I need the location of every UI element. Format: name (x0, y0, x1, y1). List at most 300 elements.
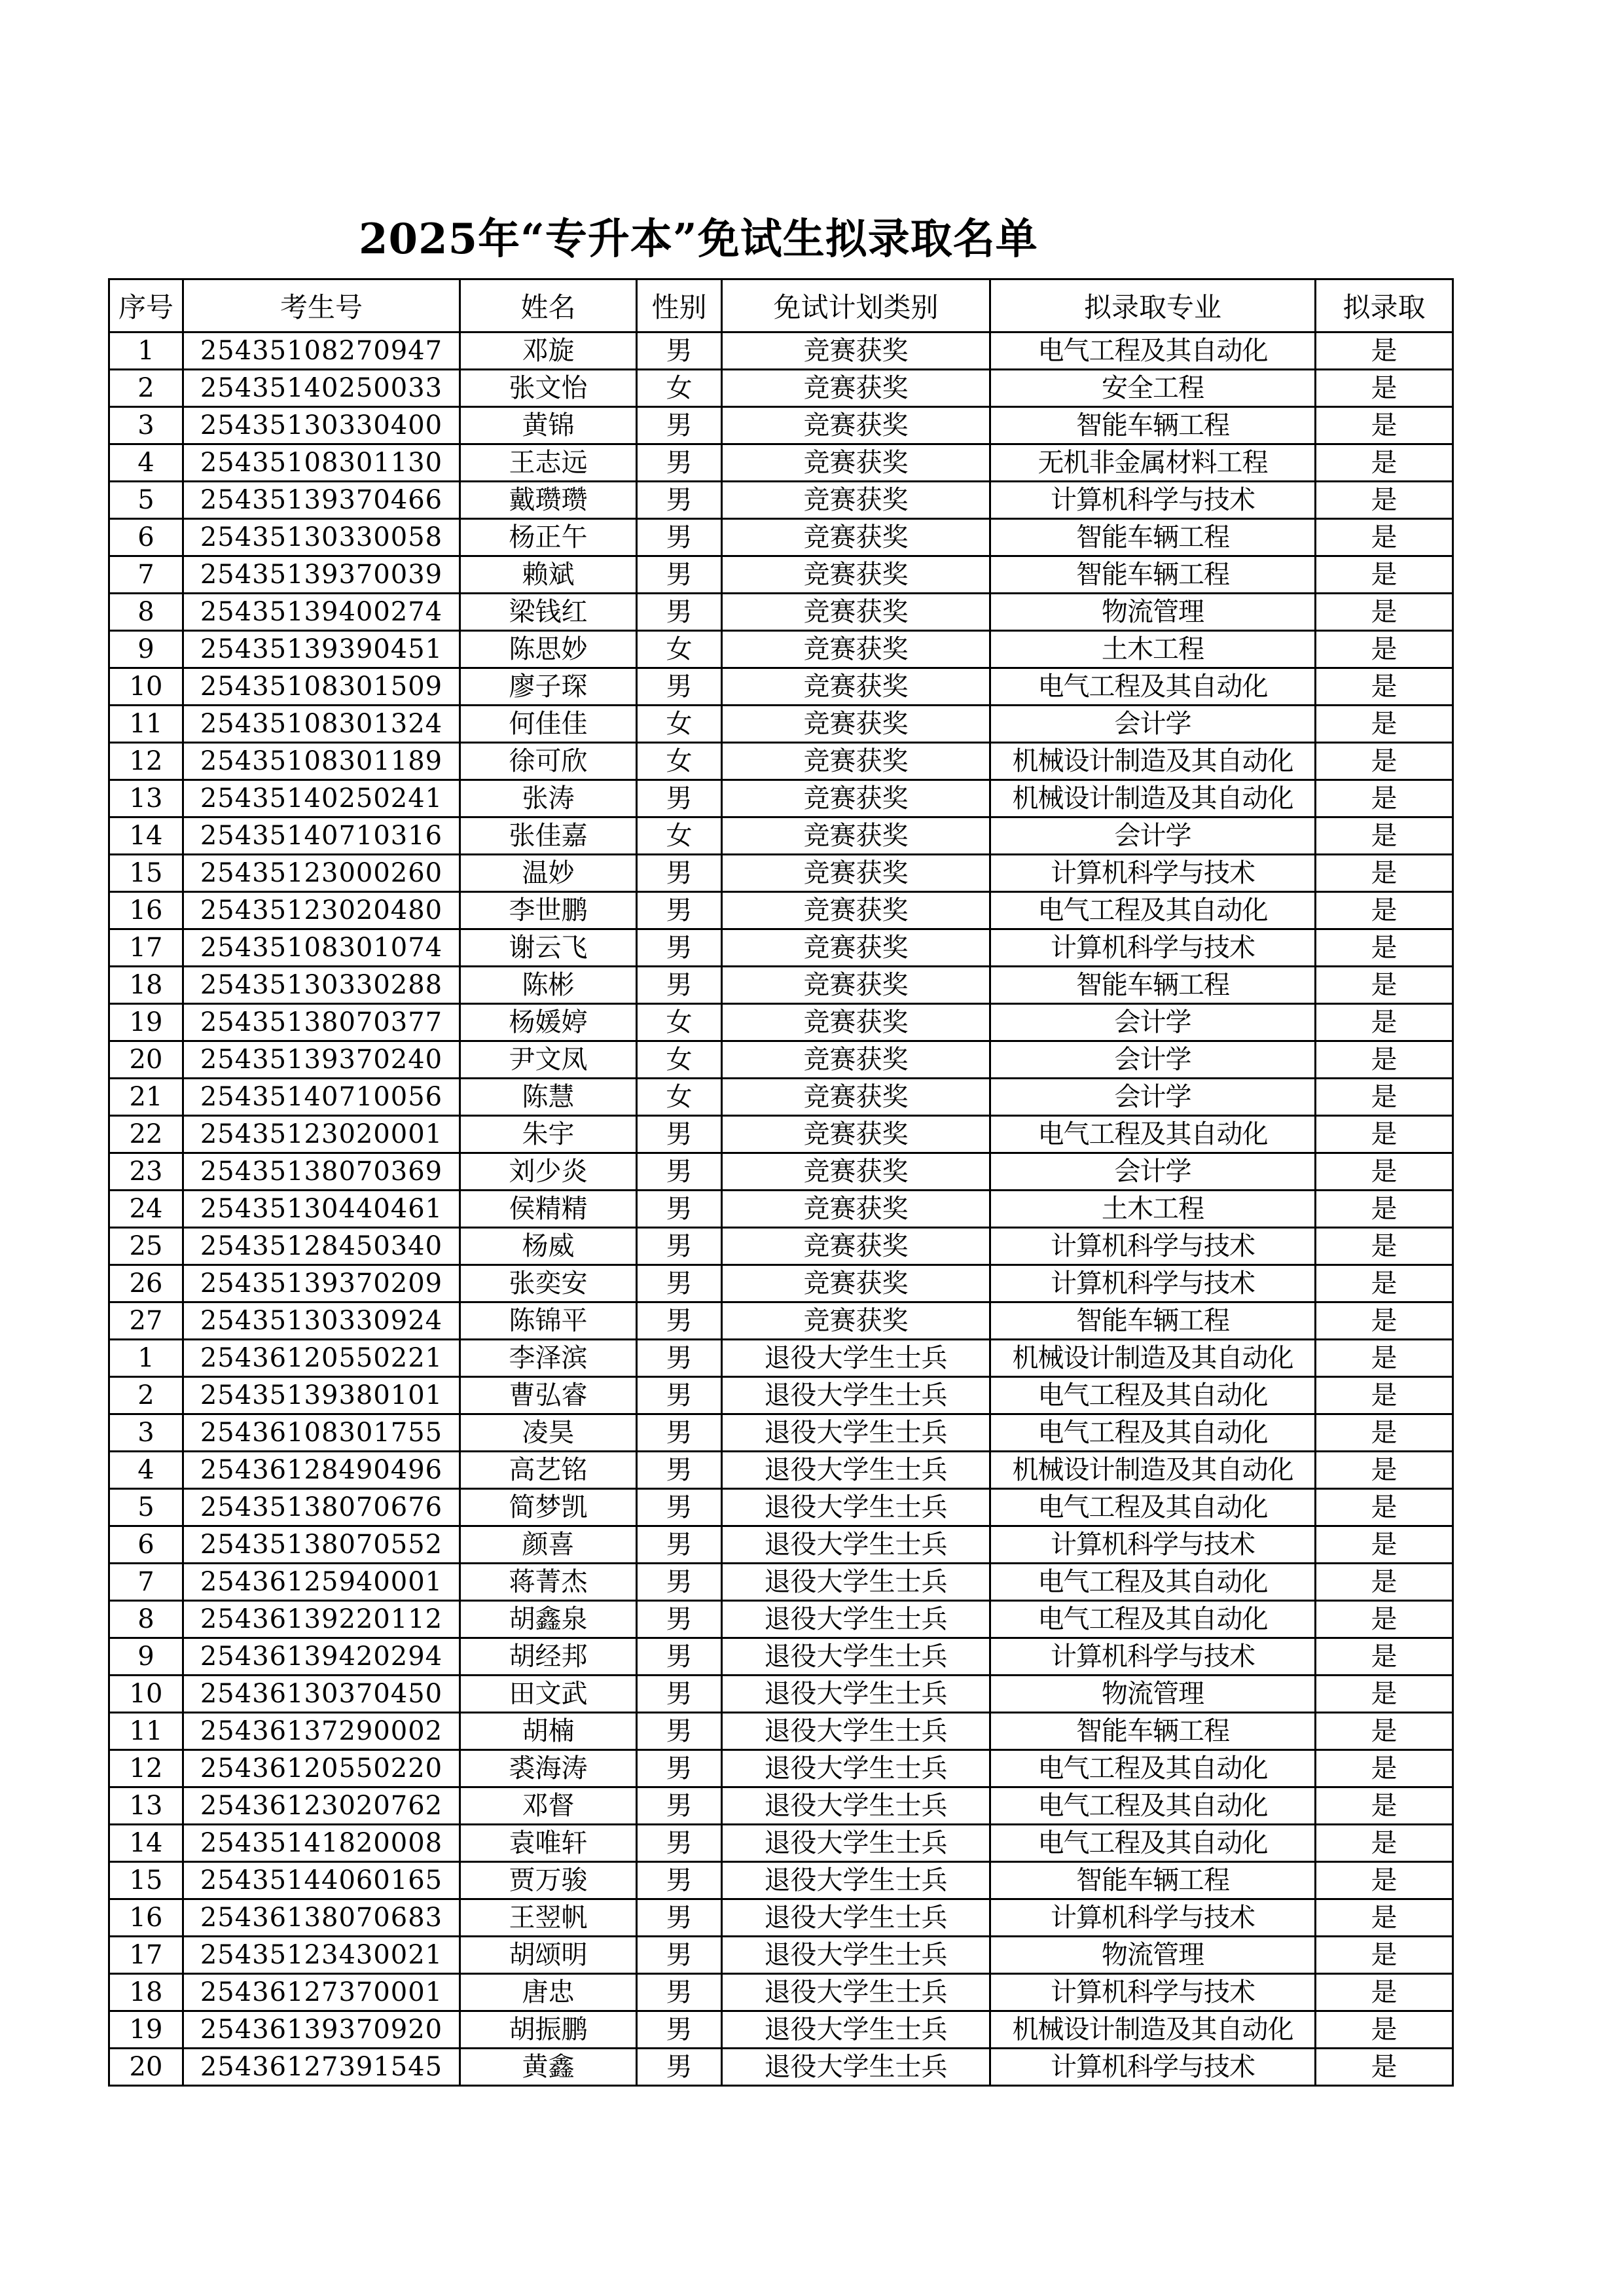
cell-major: 机械设计制造及其自动化 (990, 780, 1316, 817)
cell-seq: 16 (109, 892, 183, 929)
cell-admit: 是 (1316, 1638, 1453, 1676)
table-row (109, 1601, 1453, 1638)
cell-admit: 是 (1316, 1079, 1453, 1116)
cell-seq: 11 (109, 706, 183, 743)
cell-name: 杨正午 (460, 519, 637, 556)
cell-major: 机械设计制造及其自动化 (990, 743, 1316, 780)
cell-plan-type: 竞赛获奖 (722, 556, 990, 594)
cell-major: 电气工程及其自动化 (990, 668, 1316, 706)
cell-seq: 14 (109, 1825, 183, 1862)
cell-gender: 男 (637, 594, 722, 631)
cell-plan-type: 退役大学生士兵 (722, 1564, 990, 1601)
cell-exam-id: 25435141820008 (183, 1825, 460, 1862)
table-row (109, 1489, 1453, 1526)
cell-name: 陈彬 (460, 967, 637, 1004)
table-row (109, 1452, 1453, 1489)
cell-gender: 男 (637, 1787, 722, 1825)
cell-seq: 14 (109, 817, 183, 855)
cell-name: 王志远 (460, 444, 637, 482)
cell-seq: 17 (109, 929, 183, 967)
cell-major: 计算机科学与技术 (990, 1974, 1316, 2011)
cell-gender: 男 (637, 892, 722, 929)
cell-exam-id: 25435140710056 (183, 1079, 460, 1116)
cell-admit: 是 (1316, 668, 1453, 706)
cell-name: 朱宇 (460, 1116, 637, 1153)
table-row (109, 780, 1453, 817)
cell-exam-id: 25435108301324 (183, 706, 460, 743)
cell-gender: 男 (637, 332, 722, 370)
cell-admit: 是 (1316, 855, 1453, 892)
table-row (109, 1676, 1453, 1713)
cell-name: 高艺铭 (460, 1452, 637, 1489)
cell-gender: 女 (637, 370, 722, 407)
table-row (109, 519, 1453, 556)
cell-plan-type: 竞赛获奖 (722, 1302, 990, 1340)
cell-gender: 男 (637, 1116, 722, 1153)
cell-plan-type: 竞赛获奖 (722, 743, 990, 780)
cell-major: 会计学 (990, 706, 1316, 743)
cell-exam-id: 25436139420294 (183, 1638, 460, 1676)
cell-exam-id: 25435128450340 (183, 1228, 460, 1265)
cell-admit: 是 (1316, 1004, 1453, 1041)
table-row (109, 1302, 1453, 1340)
cell-exam-id: 25436139220112 (183, 1601, 460, 1638)
cell-name: 张奕安 (460, 1265, 637, 1302)
cell-major: 计算机科学与技术 (990, 929, 1316, 967)
header-seq: 序号 (109, 279, 183, 332)
table-row (109, 1079, 1453, 1116)
table-row (109, 407, 1453, 444)
cell-admit: 是 (1316, 1713, 1453, 1750)
cell-plan-type: 退役大学生士兵 (722, 1750, 990, 1787)
cell-plan-type: 竞赛获奖 (722, 1191, 990, 1228)
cell-name: 梁钱红 (460, 594, 637, 631)
cell-admit: 是 (1316, 594, 1453, 631)
cell-seq: 17 (109, 1937, 183, 1974)
table-row (109, 967, 1453, 1004)
cell-plan-type: 退役大学生士兵 (722, 1489, 990, 1526)
cell-seq: 13 (109, 1787, 183, 1825)
cell-major: 会计学 (990, 1004, 1316, 1041)
cell-admit: 是 (1316, 1564, 1453, 1601)
cell-seq: 18 (109, 967, 183, 1004)
cell-admit: 是 (1316, 1265, 1453, 1302)
cell-name: 贾万骏 (460, 1862, 637, 1899)
cell-name: 田文武 (460, 1676, 637, 1713)
cell-admit: 是 (1316, 1676, 1453, 1713)
cell-major: 土木工程 (990, 631, 1316, 668)
cell-name: 戴瓒瓒 (460, 482, 637, 519)
table-row (109, 706, 1453, 743)
cell-major: 安全工程 (990, 370, 1316, 407)
cell-exam-id: 25435138070676 (183, 1489, 460, 1526)
table-row (109, 1937, 1453, 1974)
cell-plan-type: 竞赛获奖 (722, 631, 990, 668)
cell-plan-type: 退役大学生士兵 (722, 1638, 990, 1676)
cell-exam-id: 25436125940001 (183, 1564, 460, 1601)
cell-plan-type: 退役大学生士兵 (722, 1377, 990, 1414)
table-row (109, 631, 1453, 668)
cell-exam-id: 25435130330924 (183, 1302, 460, 1340)
cell-exam-id: 25435108301130 (183, 444, 460, 482)
cell-seq: 2 (109, 370, 183, 407)
cell-gender: 男 (637, 1974, 722, 2011)
cell-gender: 男 (637, 1452, 722, 1489)
cell-major: 会计学 (990, 1079, 1316, 1116)
table-row (109, 892, 1453, 929)
cell-name: 徐可欣 (460, 743, 637, 780)
cell-plan-type: 退役大学生士兵 (722, 1526, 990, 1564)
cell-name: 张文怡 (460, 370, 637, 407)
cell-exam-id: 25435139380101 (183, 1377, 460, 1414)
cell-admit: 是 (1316, 1862, 1453, 1899)
table-row (109, 1526, 1453, 1564)
cell-admit: 是 (1316, 370, 1453, 407)
cell-plan-type: 竞赛获奖 (722, 519, 990, 556)
cell-seq: 2 (109, 1377, 183, 1414)
header-name: 姓名 (460, 279, 637, 332)
cell-name: 温妙 (460, 855, 637, 892)
admission-table (108, 278, 1454, 2087)
cell-major: 电气工程及其自动化 (990, 1750, 1316, 1787)
cell-seq: 1 (109, 332, 183, 370)
table-row (109, 1228, 1453, 1265)
cell-admit: 是 (1316, 519, 1453, 556)
cell-plan-type: 退役大学生士兵 (722, 1899, 990, 1937)
cell-seq: 23 (109, 1153, 183, 1191)
cell-seq: 3 (109, 1414, 183, 1452)
cell-major: 电气工程及其自动化 (990, 332, 1316, 370)
cell-plan-type: 退役大学生士兵 (722, 1825, 990, 1862)
table-row (109, 444, 1453, 482)
cell-seq: 18 (109, 1974, 183, 2011)
cell-gender: 男 (637, 1265, 722, 1302)
header-gender: 性别 (637, 279, 722, 332)
cell-admit: 是 (1316, 482, 1453, 519)
cell-exam-id: 25435130330288 (183, 967, 460, 1004)
cell-gender: 男 (637, 556, 722, 594)
cell-plan-type: 退役大学生士兵 (722, 1937, 990, 1974)
cell-seq: 27 (109, 1302, 183, 1340)
cell-gender: 男 (637, 1153, 722, 1191)
cell-admit: 是 (1316, 1414, 1453, 1452)
cell-major: 电气工程及其自动化 (990, 1825, 1316, 1862)
cell-gender: 女 (637, 743, 722, 780)
cell-exam-id: 25435138070377 (183, 1004, 460, 1041)
cell-major: 计算机科学与技术 (990, 482, 1316, 519)
cell-name: 李世鹏 (460, 892, 637, 929)
cell-name: 谢云飞 (460, 929, 637, 967)
table-row (109, 2011, 1453, 2049)
cell-name: 陈思妙 (460, 631, 637, 668)
cell-exam-id: 25436137290002 (183, 1713, 460, 1750)
cell-name: 何佳佳 (460, 706, 637, 743)
cell-seq: 15 (109, 855, 183, 892)
cell-gender: 女 (637, 817, 722, 855)
cell-gender: 男 (637, 1191, 722, 1228)
cell-seq: 9 (109, 1638, 183, 1676)
cell-admit: 是 (1316, 332, 1453, 370)
cell-plan-type: 竞赛获奖 (722, 1153, 990, 1191)
cell-name: 陈慧 (460, 1079, 637, 1116)
cell-plan-type: 竞赛获奖 (722, 668, 990, 706)
table-row (109, 370, 1453, 407)
cell-seq: 21 (109, 1079, 183, 1116)
cell-exam-id: 25436127391545 (183, 2049, 460, 2086)
cell-major: 物流管理 (990, 594, 1316, 631)
cell-major: 智能车辆工程 (990, 407, 1316, 444)
cell-major: 智能车辆工程 (990, 1862, 1316, 1899)
cell-admit: 是 (1316, 1974, 1453, 2011)
table-row (109, 556, 1453, 594)
cell-seq: 10 (109, 1676, 183, 1713)
cell-plan-type: 退役大学生士兵 (722, 1601, 990, 1638)
cell-gender: 男 (637, 1825, 722, 1862)
cell-plan-type: 竞赛获奖 (722, 407, 990, 444)
cell-exam-id: 25435130440461 (183, 1191, 460, 1228)
cell-name: 赖斌 (460, 556, 637, 594)
cell-plan-type: 竞赛获奖 (722, 817, 990, 855)
table-row (109, 817, 1453, 855)
cell-gender: 男 (637, 1526, 722, 1564)
cell-gender: 男 (637, 2011, 722, 2049)
cell-seq: 4 (109, 444, 183, 482)
cell-admit: 是 (1316, 1041, 1453, 1079)
table-row (109, 1041, 1453, 1079)
cell-admit: 是 (1316, 929, 1453, 967)
cell-exam-id: 25435139370039 (183, 556, 460, 594)
cell-major: 会计学 (990, 1153, 1316, 1191)
cell-seq: 7 (109, 1564, 183, 1601)
cell-exam-id: 25436128490496 (183, 1452, 460, 1489)
cell-admit: 是 (1316, 631, 1453, 668)
cell-exam-id: 25435123020001 (183, 1116, 460, 1153)
table-row (109, 668, 1453, 706)
cell-major: 电气工程及其自动化 (990, 1414, 1316, 1452)
cell-major: 机械设计制造及其自动化 (990, 1452, 1316, 1489)
cell-name: 廖子琛 (460, 668, 637, 706)
cell-gender: 男 (637, 929, 722, 967)
cell-plan-type: 退役大学生士兵 (722, 1974, 990, 2011)
cell-gender: 男 (637, 1713, 722, 1750)
cell-seq: 4 (109, 1452, 183, 1489)
cell-major: 智能车辆工程 (990, 1713, 1316, 1750)
cell-major: 电气工程及其自动化 (990, 1116, 1316, 1153)
cell-plan-type: 退役大学生士兵 (722, 2011, 990, 2049)
cell-plan-type: 竞赛获奖 (722, 1004, 990, 1041)
cell-major: 电气工程及其自动化 (990, 1787, 1316, 1825)
cell-admit: 是 (1316, 892, 1453, 929)
cell-plan-type: 退役大学生士兵 (722, 1862, 990, 1899)
cell-gender: 男 (637, 780, 722, 817)
cell-seq: 8 (109, 1601, 183, 1638)
cell-gender: 男 (637, 1564, 722, 1601)
cell-exam-id: 25435108301074 (183, 929, 460, 967)
cell-plan-type: 退役大学生士兵 (722, 1414, 990, 1452)
table-row (109, 1713, 1453, 1750)
cell-major: 智能车辆工程 (990, 556, 1316, 594)
cell-name: 邓旋 (460, 332, 637, 370)
cell-plan-type: 竞赛获奖 (722, 780, 990, 817)
cell-exam-id: 25436120550220 (183, 1750, 460, 1787)
cell-admit: 是 (1316, 1825, 1453, 1862)
cell-name: 李泽滨 (460, 1340, 637, 1377)
cell-major: 智能车辆工程 (990, 967, 1316, 1004)
cell-seq: 5 (109, 1489, 183, 1526)
table-row (109, 1974, 1453, 2011)
cell-name: 唐忠 (460, 1974, 637, 2011)
table-header-row (109, 279, 1453, 332)
cell-name: 简梦凯 (460, 1489, 637, 1526)
cell-major: 计算机科学与技术 (990, 1638, 1316, 1676)
cell-major: 计算机科学与技术 (990, 1265, 1316, 1302)
cell-plan-type: 竞赛获奖 (722, 1116, 990, 1153)
cell-admit: 是 (1316, 967, 1453, 1004)
cell-admit: 是 (1316, 556, 1453, 594)
cell-exam-id: 25435139390451 (183, 631, 460, 668)
cell-name: 张涛 (460, 780, 637, 817)
cell-exam-id: 25435138070552 (183, 1526, 460, 1564)
cell-plan-type: 竞赛获奖 (722, 482, 990, 519)
cell-exam-id: 25436138070683 (183, 1899, 460, 1937)
cell-seq: 12 (109, 743, 183, 780)
cell-plan-type: 退役大学生士兵 (722, 1340, 990, 1377)
table-row (109, 1265, 1453, 1302)
cell-exam-id: 25435123430021 (183, 1937, 460, 1974)
cell-name: 黄鑫 (460, 2049, 637, 2086)
cell-admit: 是 (1316, 1526, 1453, 1564)
cell-seq: 11 (109, 1713, 183, 1750)
cell-plan-type: 竞赛获奖 (722, 332, 990, 370)
cell-major: 会计学 (990, 817, 1316, 855)
table-row (109, 1862, 1453, 1899)
cell-admit: 是 (1316, 1787, 1453, 1825)
cell-admit: 是 (1316, 2011, 1453, 2049)
cell-gender: 男 (637, 444, 722, 482)
table-row (109, 1116, 1453, 1153)
cell-admit: 是 (1316, 1302, 1453, 1340)
table-row (109, 855, 1453, 892)
cell-seq: 22 (109, 1116, 183, 1153)
cell-major: 电气工程及其自动化 (990, 1377, 1316, 1414)
cell-seq: 15 (109, 1862, 183, 1899)
cell-seq: 6 (109, 519, 183, 556)
cell-major: 物流管理 (990, 1676, 1316, 1713)
cell-gender: 男 (637, 519, 722, 556)
cell-gender: 男 (637, 1302, 722, 1340)
cell-exam-id: 25436108301755 (183, 1414, 460, 1452)
cell-exam-id: 25435140710316 (183, 817, 460, 855)
cell-major: 会计学 (990, 1041, 1316, 1079)
cell-name: 胡经邦 (460, 1638, 637, 1676)
cell-gender: 男 (637, 1638, 722, 1676)
cell-seq: 6 (109, 1526, 183, 1564)
cell-gender: 女 (637, 1079, 722, 1116)
cell-major: 电气工程及其自动化 (990, 892, 1316, 929)
table-row (109, 1004, 1453, 1041)
cell-name: 蒋菁杰 (460, 1564, 637, 1601)
cell-name: 胡振鹏 (460, 2011, 637, 2049)
cell-admit: 是 (1316, 1937, 1453, 1974)
cell-seq: 13 (109, 780, 183, 817)
cell-exam-id: 25435144060165 (183, 1862, 460, 1899)
cell-admit: 是 (1316, 1153, 1453, 1191)
cell-gender: 男 (637, 1489, 722, 1526)
cell-admit: 是 (1316, 1601, 1453, 1638)
cell-admit: 是 (1316, 444, 1453, 482)
cell-seq: 5 (109, 482, 183, 519)
cell-gender: 女 (637, 706, 722, 743)
cell-exam-id: 25435108301509 (183, 668, 460, 706)
cell-plan-type: 退役大学生士兵 (722, 1713, 990, 1750)
table-row (109, 482, 1453, 519)
header-admit: 拟录取 (1316, 279, 1453, 332)
cell-exam-id: 25435140250033 (183, 370, 460, 407)
table-row (109, 1191, 1453, 1228)
cell-gender: 女 (637, 1004, 722, 1041)
cell-name: 杨媛婷 (460, 1004, 637, 1041)
cell-name: 王翌帆 (460, 1899, 637, 1937)
table-row (109, 743, 1453, 780)
table-row (109, 929, 1453, 967)
cell-plan-type: 退役大学生士兵 (722, 1676, 990, 1713)
cell-gender: 男 (637, 1601, 722, 1638)
table-row (109, 1564, 1453, 1601)
cell-major: 电气工程及其自动化 (990, 1489, 1316, 1526)
cell-gender: 男 (637, 1676, 722, 1713)
cell-admit: 是 (1316, 1228, 1453, 1265)
header-plan-type: 免试计划类别 (722, 279, 990, 332)
cell-admit: 是 (1316, 2049, 1453, 2086)
cell-gender: 男 (637, 2049, 722, 2086)
cell-seq: 19 (109, 2011, 183, 2049)
table-body (109, 332, 1453, 2086)
cell-gender: 男 (637, 668, 722, 706)
cell-admit: 是 (1316, 706, 1453, 743)
cell-major: 机械设计制造及其自动化 (990, 2011, 1316, 2049)
cell-plan-type: 竞赛获奖 (722, 855, 990, 892)
cell-seq: 26 (109, 1265, 183, 1302)
cell-name: 袁唯轩 (460, 1825, 637, 1862)
table-row (109, 1340, 1453, 1377)
cell-exam-id: 25435123020480 (183, 892, 460, 929)
cell-name: 侯精精 (460, 1191, 637, 1228)
cell-exam-id: 25435139370209 (183, 1265, 460, 1302)
header-exam-id: 考生号 (183, 279, 460, 332)
cell-exam-id: 25436130370450 (183, 1676, 460, 1713)
cell-major: 电气工程及其自动化 (990, 1564, 1316, 1601)
page-title: 2025年“专升本”免试生拟录取名单 (359, 215, 1038, 264)
cell-major: 智能车辆工程 (990, 519, 1316, 556)
cell-gender: 男 (637, 1937, 722, 1974)
cell-seq: 24 (109, 1191, 183, 1228)
cell-seq: 25 (109, 1228, 183, 1265)
cell-major: 计算机科学与技术 (990, 1228, 1316, 1265)
table-row (109, 1787, 1453, 1825)
cell-gender: 女 (637, 631, 722, 668)
cell-seq: 9 (109, 631, 183, 668)
cell-plan-type: 退役大学生士兵 (722, 1787, 990, 1825)
cell-name: 胡楠 (460, 1713, 637, 1750)
cell-major: 电气工程及其自动化 (990, 1601, 1316, 1638)
cell-name: 尹文凤 (460, 1041, 637, 1079)
cell-seq: 20 (109, 2049, 183, 2086)
cell-plan-type: 竞赛获奖 (722, 1228, 990, 1265)
cell-plan-type: 竞赛获奖 (722, 892, 990, 929)
table-row (109, 1377, 1453, 1414)
cell-seq: 3 (109, 407, 183, 444)
cell-admit: 是 (1316, 1116, 1453, 1153)
